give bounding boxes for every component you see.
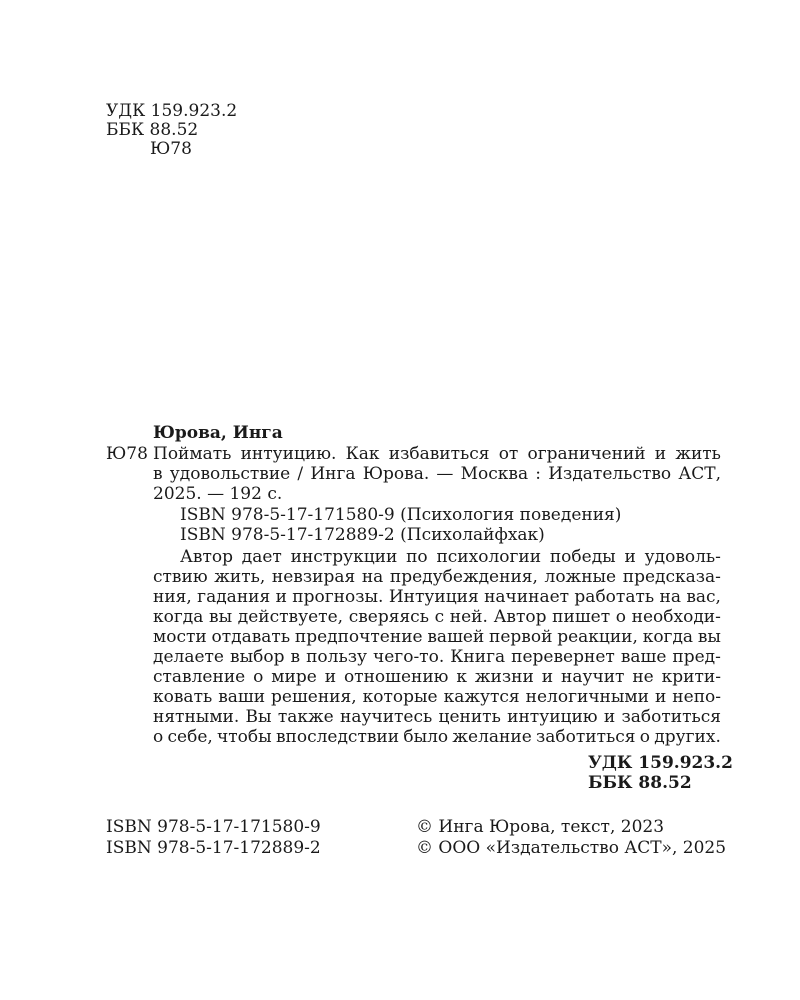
word: выбор: [230, 647, 285, 667]
word: и: [541, 667, 554, 687]
isbn-psychology: ISBN 978-5-17-171580-9 (Психология поведения): [180, 505, 622, 525]
word: о: [253, 667, 264, 687]
word: и: [654, 444, 667, 464]
word: и: [275, 587, 287, 607]
annotation-text: ния,: [153, 587, 192, 607]
title-line-1-text: Поймать: [153, 444, 232, 464]
annotation-line: [153, 627, 721, 647]
word: Автор: [493, 607, 547, 627]
word: ценить: [438, 707, 501, 727]
word: Книга: [450, 647, 506, 667]
word: вы: [209, 607, 233, 627]
word: Москва: [460, 464, 529, 484]
annotation-line: [153, 647, 721, 667]
word: ваше: [620, 647, 667, 667]
word: инструкции: [290, 547, 398, 567]
word: чтобы: [217, 727, 272, 747]
word: ваши: [218, 687, 266, 707]
word: победы: [549, 547, 616, 567]
annotation-line: [153, 607, 721, 627]
annotation-text: Автор: [180, 547, 233, 567]
title-line-2: [153, 464, 721, 484]
word: Юрова.: [362, 464, 430, 484]
word: интуицию.: [240, 444, 337, 464]
word: жить: [675, 444, 721, 464]
word: жить,: [214, 567, 266, 587]
annotation-text: ковать: [153, 687, 213, 707]
word: /: [297, 464, 304, 484]
annotation-text: ствию: [153, 567, 208, 587]
word: Вы: [245, 707, 272, 727]
word: о: [639, 727, 651, 747]
word: предсказа-: [622, 567, 721, 587]
word: пишет: [552, 607, 611, 627]
word: интуицию: [507, 707, 598, 727]
word: невзирая: [271, 567, 356, 587]
word: которые: [362, 687, 438, 707]
word: желание: [452, 727, 532, 747]
author-mark: Ю78: [150, 139, 192, 159]
word: предубеждения,: [389, 567, 538, 587]
word: избавиться: [388, 444, 490, 464]
word: жизни: [474, 667, 534, 687]
word: о: [615, 607, 626, 627]
word: когда: [642, 627, 694, 647]
author-heading: Юрова, Инга: [153, 423, 283, 443]
word: других.: [654, 727, 721, 747]
word: не: [632, 667, 654, 687]
word: заботиться: [621, 707, 721, 727]
record-author-mark: Ю78: [106, 444, 148, 464]
word: от: [498, 444, 519, 464]
word: ней.: [449, 607, 488, 627]
word: и: [654, 687, 667, 707]
word: Интуиция: [388, 587, 479, 607]
word: кажутся: [443, 687, 520, 707]
word: перевернет: [511, 647, 615, 667]
annotation-text: ставление: [153, 667, 246, 687]
annotation-text: нятными.: [153, 707, 240, 727]
word: непо-: [672, 687, 721, 707]
word: вы: [697, 627, 721, 647]
isbn-lifehack: ISBN 978-5-17-172889-2 (Психолайфхак): [180, 525, 545, 545]
word: было: [403, 727, 449, 747]
word: вашей: [427, 627, 485, 647]
udc-code: УДК 159.923.2: [106, 101, 238, 121]
word: сверяясь: [348, 607, 429, 627]
word: и: [603, 707, 616, 727]
title-line-2-text: в: [153, 464, 163, 484]
word: чего-то.: [373, 647, 445, 667]
word: на: [659, 587, 681, 607]
word: действуете,: [237, 607, 344, 627]
word: АСТ,: [678, 464, 721, 484]
annotation-text: когда: [153, 607, 204, 627]
word: решения,: [271, 687, 357, 707]
word: удоволь-: [644, 547, 721, 567]
word: также: [277, 707, 334, 727]
annotation-line: [153, 587, 721, 607]
word: гадания: [197, 587, 271, 607]
word: Инга: [310, 464, 356, 484]
annotation-line: [153, 567, 721, 587]
word: и: [624, 547, 636, 567]
word: предпочтение: [294, 627, 423, 647]
word: удовольствие: [169, 464, 291, 484]
copyright-publisher: © ООО «Издательство АСТ», 2025: [416, 838, 727, 858]
word: необходи-: [631, 607, 721, 627]
title-line-1: [153, 444, 721, 464]
word: первой: [489, 627, 553, 647]
annotation-line: [153, 727, 721, 747]
word: психологии: [436, 547, 542, 567]
word: и: [324, 667, 337, 687]
word: к: [456, 667, 468, 687]
word: отношению: [343, 667, 449, 687]
word: крити-: [661, 667, 721, 687]
word: Издательство: [548, 464, 672, 484]
word: —: [436, 464, 454, 484]
word: себе,: [167, 727, 213, 747]
word: мире: [271, 667, 317, 687]
word: научит: [560, 667, 625, 687]
annotation-line: [153, 707, 721, 727]
word: на: [361, 567, 384, 587]
word: пользу: [306, 647, 367, 667]
bbk-code: ББК 88.52: [106, 120, 199, 140]
footer-isbn-1: ISBN 978-5-17-171580-9: [106, 817, 321, 837]
title-line-3: 2025. — 192 с.: [153, 484, 283, 504]
word: заботиться: [536, 727, 636, 747]
word: реакции,: [557, 627, 638, 647]
word: нелогичными: [525, 687, 649, 707]
word: пред-: [672, 647, 721, 667]
word: ложные: [544, 567, 617, 587]
word: впоследствии: [275, 727, 400, 747]
annotation-line: [153, 687, 721, 707]
word: отдавать: [211, 627, 291, 647]
word: вас,: [686, 587, 721, 607]
word: по: [406, 547, 428, 567]
footer-isbn-2: ISBN 978-5-17-172889-2: [106, 838, 321, 858]
annotation-text: мости: [153, 627, 207, 647]
word: с: [434, 607, 445, 627]
word: :: [535, 464, 542, 484]
word: начинает: [484, 587, 570, 607]
annotation-text: о: [153, 727, 164, 747]
copyright-author: © Инга Юрова, текст, 2023: [416, 817, 665, 837]
word: дает: [241, 547, 282, 567]
word: работать: [574, 587, 655, 607]
annotation-line: [180, 547, 721, 567]
word: в: [290, 647, 301, 667]
udc-code-bold: УДК 159.923.2: [588, 753, 733, 773]
word: Как: [345, 444, 380, 464]
annotation-text: делаете: [153, 647, 224, 667]
word: ограничений: [527, 444, 646, 464]
word: прогнозы.: [292, 587, 384, 607]
word: научитесь: [339, 707, 433, 727]
bbk-code-bold: ББК 88.52: [588, 773, 692, 793]
annotation-line: [153, 667, 721, 687]
